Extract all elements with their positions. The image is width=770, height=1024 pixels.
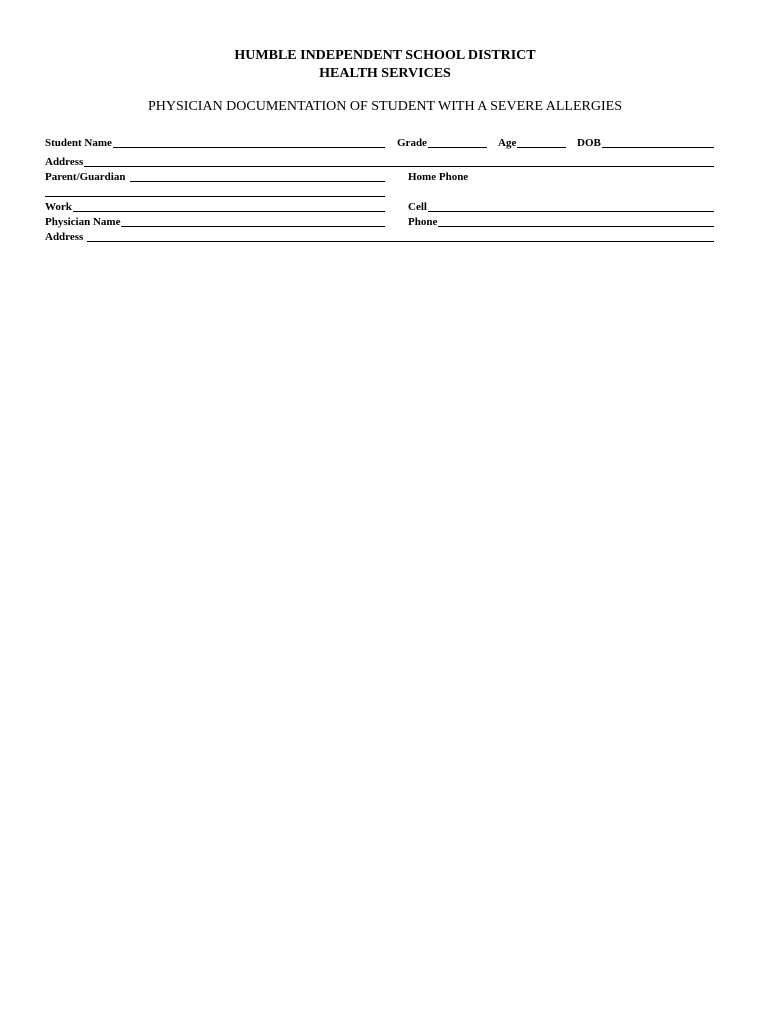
student-name-label: Student Name <box>45 137 112 149</box>
parent-guardian-line[interactable] <box>130 181 385 182</box>
grade-line[interactable] <box>428 147 487 148</box>
student-name-field[interactable] <box>45 136 385 149</box>
address-line[interactable] <box>84 166 714 167</box>
physician-address-field[interactable] <box>45 230 714 243</box>
work-field[interactable] <box>45 200 385 213</box>
age-field[interactable] <box>498 136 566 149</box>
work-line[interactable] <box>73 211 385 212</box>
physician-address-label: Address <box>45 231 84 243</box>
address-label: Address <box>45 156 84 168</box>
form-title: PHYSICIAN DOCUMENTATION OF STUDENT WITH A SEVERE ALLERGIES <box>148 99 622 114</box>
physician-address-line[interactable] <box>87 241 714 242</box>
dob-line[interactable] <box>602 147 714 148</box>
parent-guardian-extra-line[interactable] <box>45 196 385 197</box>
phone-field[interactable] <box>408 215 714 228</box>
cell-line[interactable] <box>428 211 714 212</box>
home-phone-label: Home Phone <box>408 171 469 183</box>
cell-field[interactable] <box>408 200 714 213</box>
grade-field[interactable] <box>397 136 487 149</box>
parent-guardian-label: Parent/Guardian <box>45 171 126 183</box>
dob-label: DOB <box>577 137 601 149</box>
age-line[interactable] <box>517 147 566 148</box>
physician-name-line[interactable] <box>121 226 385 227</box>
student-name-line[interactable] <box>113 147 385 148</box>
district-title: HUMBLE INDEPENDENT SCHOOL DISTRICT <box>234 48 536 63</box>
phone-label: Phone <box>408 216 438 228</box>
age-label: Age <box>498 137 517 149</box>
department-title: HEALTH SERVICES <box>319 66 451 81</box>
parent-guardian-field[interactable] <box>45 170 385 183</box>
physician-name-label: Physician Name <box>45 216 121 228</box>
cell-label: Cell <box>408 201 427 213</box>
dob-field[interactable] <box>577 136 714 149</box>
phone-line[interactable] <box>438 226 714 227</box>
physician-name-field[interactable] <box>45 215 385 228</box>
address-field[interactable] <box>45 155 714 168</box>
grade-label: Grade <box>397 137 427 149</box>
work-label: Work <box>45 201 72 213</box>
